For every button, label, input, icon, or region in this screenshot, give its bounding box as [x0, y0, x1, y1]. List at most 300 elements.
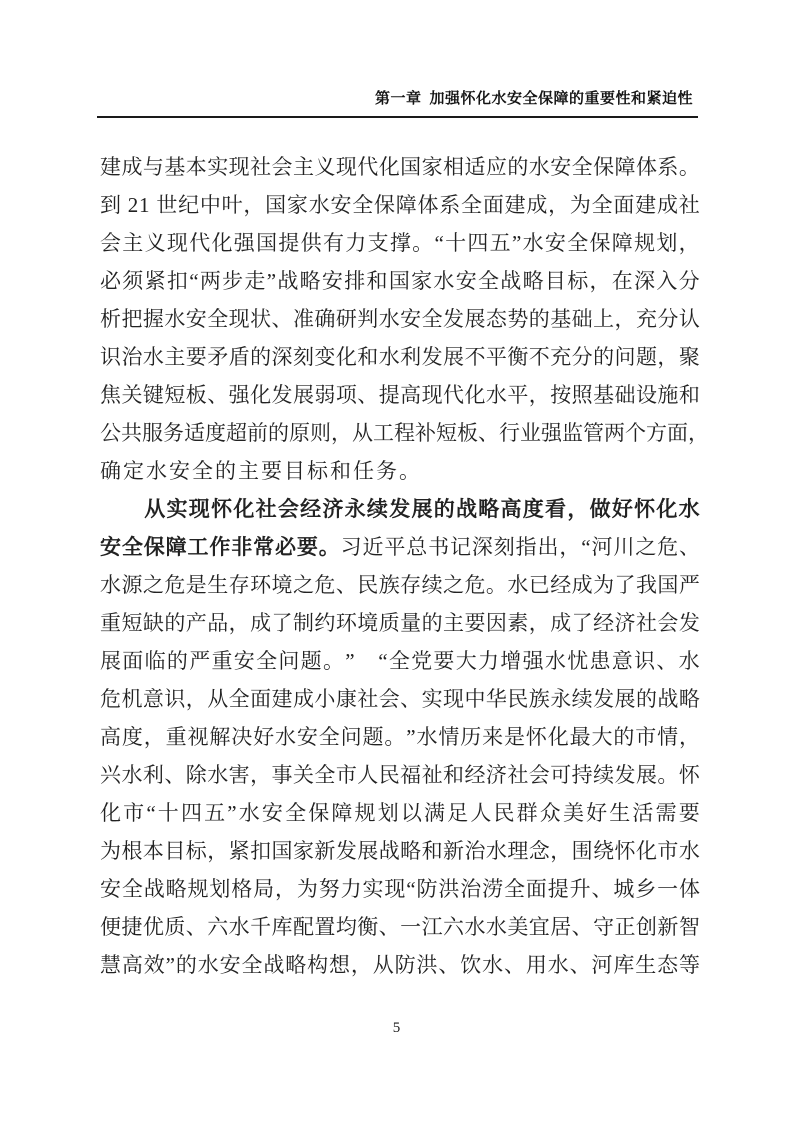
text-char: 现 — [228, 155, 250, 179]
text-char: 安 — [100, 535, 121, 559]
text-char: 务 — [376, 459, 399, 483]
text-char: 则 — [310, 421, 331, 445]
text-char: 、 — [357, 383, 379, 407]
text-char: 刻 — [493, 535, 515, 559]
text-char: 略 — [678, 687, 700, 711]
text-char: 标 — [307, 459, 330, 483]
text-char: 必 — [100, 269, 121, 293]
text-line — [100, 946, 700, 984]
page-number: 5 — [392, 1020, 401, 1036]
text-char: “ — [434, 231, 444, 255]
text-line — [100, 642, 700, 680]
text-char: 全 — [503, 877, 525, 901]
text-char: 和 — [357, 345, 379, 369]
text-char: 中 — [199, 193, 221, 217]
text-char: 全 — [461, 193, 483, 217]
text-char: 照 — [571, 383, 593, 407]
text-char: 置 — [314, 915, 336, 939]
text-char: 四 — [467, 231, 489, 255]
text-char: 水 — [678, 497, 700, 521]
text-char: 是 — [503, 725, 525, 749]
text-char: 决 — [231, 725, 253, 749]
text-char: ， — [331, 421, 352, 445]
text-char: 以 — [400, 801, 422, 825]
text-char: 全 — [478, 269, 499, 293]
text-line — [100, 870, 700, 908]
text-char: 认 — [678, 307, 700, 331]
text-char: 市 — [635, 725, 657, 749]
text-char: 体 — [678, 877, 700, 901]
text-char: 化 — [635, 839, 657, 863]
text-char: 兴 — [100, 763, 121, 787]
text-char: 保 — [143, 535, 165, 559]
text-char: 现 — [188, 497, 210, 521]
text-char: 国 — [271, 839, 293, 863]
text-char: 强 — [522, 649, 544, 673]
text-char: 关 — [292, 763, 314, 787]
text-char: ” — [511, 231, 522, 255]
text-char: 作 — [209, 535, 231, 559]
text-char: 创 — [635, 915, 657, 939]
text-char: 从 — [372, 953, 394, 977]
text-char: 补 — [415, 421, 436, 445]
text-char: 现 — [421, 383, 443, 407]
text-char: 发 — [443, 307, 464, 331]
text-char: ” — [165, 953, 175, 977]
text-char: 、 — [335, 573, 357, 597]
text-char: 与 — [142, 155, 164, 179]
text-char: 度 — [205, 421, 226, 445]
text-char: 的 — [635, 687, 657, 711]
text-char: 均 — [335, 915, 357, 939]
text-char: 为 — [296, 877, 318, 901]
text-char: 环 — [335, 611, 357, 635]
text-char: 平 — [384, 535, 406, 559]
text-char: 。 — [322, 649, 344, 673]
text-char: 情 — [657, 725, 679, 749]
text-char: 家 — [411, 269, 433, 293]
text-char: 安 — [550, 155, 572, 179]
text-char: 续 — [593, 763, 615, 787]
text-char: 全 — [241, 953, 263, 977]
text-char: 、 — [207, 383, 229, 407]
text-char: 境 — [357, 611, 379, 635]
text-line — [100, 224, 700, 262]
text-char: 定 — [123, 459, 146, 483]
text-char: 四 — [180, 801, 202, 825]
text-char: 全 — [121, 535, 143, 559]
text-char: 民 — [507, 687, 529, 711]
text-char: 衡 — [507, 345, 529, 369]
text-char: 两 — [199, 269, 221, 293]
text-char: 紧 — [228, 839, 250, 863]
text-char: 提 — [378, 383, 400, 407]
text-char: 生 — [207, 573, 229, 597]
text-char: 状 — [250, 307, 272, 331]
text-char: 治 — [464, 839, 486, 863]
text-char: 超 — [226, 421, 247, 445]
text-char: 永 — [344, 497, 366, 521]
text-char: ， — [207, 839, 229, 863]
text-char: 不 — [464, 345, 486, 369]
text-char: 标 — [567, 269, 589, 293]
text-char: 的 — [250, 345, 272, 369]
text-char: 充 — [635, 307, 657, 331]
text-char: 、 — [503, 953, 525, 977]
text-char: 。 — [318, 535, 340, 559]
text-char: 乡 — [635, 877, 657, 901]
text-char: 程 — [394, 421, 415, 445]
text-char: 济 — [322, 497, 344, 521]
text-char: 众 — [539, 801, 561, 825]
text-char: 变 — [314, 345, 336, 369]
text-char: 民 — [357, 573, 379, 597]
text-char: 化 — [211, 231, 233, 255]
text-char: 是 — [185, 573, 207, 597]
text-line — [100, 832, 700, 870]
text-char: 体 — [417, 193, 439, 217]
text-char: 。 — [485, 573, 507, 597]
text-char: 建 — [100, 155, 121, 179]
text-char: 、 — [400, 687, 422, 711]
text-char: 有 — [322, 231, 344, 255]
text-char: 现 — [228, 307, 250, 331]
text-char: 主 — [164, 345, 186, 369]
text-char: 代 — [357, 155, 379, 179]
text-char: “ — [378, 649, 388, 673]
text-char: 个 — [625, 421, 646, 445]
text-char: 涝 — [482, 877, 504, 901]
text-char: 发 — [421, 345, 443, 369]
text-char: 水 — [485, 915, 507, 939]
text-char: 市 — [123, 801, 145, 825]
text-char: 意 — [611, 649, 633, 673]
text-char: 好 — [586, 801, 608, 825]
text-char: 发 — [389, 497, 411, 521]
text-char: 障 — [395, 193, 417, 217]
text-char: 为 — [100, 839, 121, 863]
text-char: 川 — [613, 535, 635, 559]
text-char: 义 — [144, 231, 166, 255]
text-char: 握 — [142, 307, 164, 331]
text-char: 展 — [357, 839, 379, 863]
text-char: 系 — [439, 193, 461, 217]
text-char: 福 — [400, 763, 422, 787]
text-char: 好 — [253, 725, 275, 749]
text-char: 之 — [292, 573, 314, 597]
text-char: 水 — [547, 953, 569, 977]
text-char: 境 — [271, 573, 293, 597]
text-char: 根 — [121, 839, 143, 863]
text-char: 深 — [471, 535, 493, 559]
text-char: 存 — [228, 573, 250, 597]
text-char: 患 — [589, 649, 611, 673]
text-char: 建 — [635, 193, 657, 217]
text-char: 力 — [340, 877, 362, 901]
text-char: 为 — [593, 573, 615, 597]
text-char: 制 — [292, 611, 314, 635]
text-char: 面 — [250, 687, 272, 711]
text-char: 撑 — [389, 231, 411, 255]
text-char: 质 — [378, 611, 400, 635]
text-char: 、 — [656, 649, 678, 673]
text-char: 实 — [166, 497, 188, 521]
text-char: 会 — [657, 611, 679, 635]
text-char: 五 — [489, 231, 511, 255]
text-char: 主 — [238, 459, 261, 483]
body-text — [100, 148, 709, 984]
text-char: 的 — [528, 307, 550, 331]
text-char: 。 — [657, 763, 679, 787]
text-char: 江 — [421, 915, 443, 939]
text-char: 必 — [275, 535, 296, 559]
text-char: 面 — [525, 877, 547, 901]
text-char: 提 — [278, 231, 300, 255]
text-char: 民 — [493, 801, 515, 825]
text-char: 聚 — [678, 345, 700, 369]
text-char: ， — [567, 497, 589, 521]
text-char: 人 — [470, 801, 492, 825]
text-char: 态 — [485, 307, 507, 331]
text-line — [100, 794, 700, 832]
text-char: 实 — [362, 877, 384, 901]
text-char: 从 — [144, 497, 166, 521]
text-char: 全 — [314, 763, 336, 787]
text-char: 化 — [335, 345, 357, 369]
text-char: 非 — [231, 535, 253, 559]
text-char: 成 — [121, 155, 143, 179]
text-char: 治 — [460, 877, 482, 901]
text-char: 、 — [378, 915, 400, 939]
text-char: ， — [528, 383, 550, 407]
text-line — [100, 680, 700, 718]
text-char: 本 — [142, 839, 164, 863]
text-char: 家 — [286, 193, 308, 217]
text-char: 步 — [222, 269, 244, 293]
text-char: ， — [548, 193, 570, 217]
text-char: 国 — [256, 231, 278, 255]
text-char: 记 — [450, 535, 471, 559]
text-line — [100, 756, 700, 794]
text-char: 在 — [611, 269, 633, 293]
text-char: 题 — [300, 649, 322, 673]
text-char: 局 — [253, 877, 275, 901]
text-char: 永 — [550, 687, 572, 711]
text-char: 一 — [400, 915, 422, 939]
text-char: 全 — [591, 193, 613, 217]
text-char: 相 — [443, 155, 464, 179]
text-char: 效 — [143, 953, 165, 977]
text-char: 略 — [478, 497, 500, 521]
text-char: 发 — [614, 763, 636, 787]
text-char: 来 — [482, 725, 504, 749]
text-char: 实 — [421, 687, 443, 711]
text-char: 任 — [353, 459, 376, 483]
text-char: 走 — [244, 269, 266, 293]
text-char: 高 — [121, 953, 143, 977]
text-char: 社 — [250, 155, 272, 179]
text-line — [100, 376, 700, 414]
text-char: 建 — [504, 193, 526, 217]
text-char: 美 — [562, 801, 584, 825]
text-char: 焦 — [100, 383, 121, 407]
text-char: 基 — [550, 307, 572, 331]
text-char: 提 — [547, 877, 569, 901]
text-char: 安 — [400, 307, 422, 331]
text-char: 的 — [164, 611, 186, 635]
text-char: 现 — [384, 877, 406, 901]
text-char: 识 — [100, 345, 121, 369]
text-char: ， — [678, 725, 700, 749]
text-char: 确 — [100, 459, 123, 483]
text-char: 主 — [443, 611, 464, 635]
text-char: 家 — [292, 839, 314, 863]
text-char: 续 — [421, 573, 443, 597]
running-header — [375, 87, 693, 108]
text-char: 宜 — [528, 915, 550, 939]
text-char: 族 — [528, 687, 550, 711]
text-char: 洪 — [438, 877, 460, 901]
text-char: 了 — [271, 611, 293, 635]
text-char: 之 — [142, 573, 164, 597]
text-char: 公 — [100, 421, 121, 445]
text-char: 解 — [209, 725, 231, 749]
text-char: 保 — [593, 155, 615, 179]
text-line — [100, 148, 700, 186]
text-char: 国 — [400, 155, 422, 179]
text-char: 怀 — [614, 839, 636, 863]
text-char: 机 — [121, 687, 143, 711]
text-char: 安 — [544, 231, 566, 255]
text-char: 市 — [335, 763, 357, 787]
text-char: 安 — [455, 269, 477, 293]
text-char: 防 — [416, 877, 438, 901]
text-char: 、 — [164, 763, 186, 787]
text-char: 大 — [455, 649, 477, 673]
text-char: 扣 — [166, 269, 188, 293]
text-char: 全 — [121, 877, 143, 901]
text-char: 目 — [544, 269, 566, 293]
text-char: 危 — [464, 573, 486, 597]
text-char: 危 — [164, 573, 186, 597]
text-char: “ — [581, 535, 591, 559]
text-char: 之 — [635, 535, 657, 559]
text-char: 水 — [228, 915, 250, 939]
text-char: 总 — [406, 535, 428, 559]
text-char: 要 — [296, 535, 318, 559]
text-char: 工 — [373, 421, 394, 445]
text-char: 怀 — [634, 497, 656, 521]
text-char: 业 — [520, 421, 541, 445]
text-char: 管 — [583, 421, 604, 445]
text-char: 怀 — [525, 725, 547, 749]
text-char: 判 — [357, 307, 379, 331]
text-char: 保 — [589, 231, 611, 255]
text-char: 原 — [289, 421, 310, 445]
text-char: 适 — [184, 421, 205, 445]
text-char: 持 — [571, 763, 593, 787]
text-char: 分 — [571, 345, 593, 369]
text-char: 水 — [100, 573, 121, 597]
text-char: 要 — [464, 611, 486, 635]
text-char: 基 — [593, 383, 615, 407]
text-char: 准 — [292, 307, 314, 331]
text-char: 安 — [261, 801, 283, 825]
text-char: 河 — [591, 535, 613, 559]
text-char: 目 — [164, 839, 186, 863]
text-char: 深 — [271, 345, 293, 369]
text-char: 、 — [591, 877, 613, 901]
text-char: 生 — [609, 801, 631, 825]
text-char: 经 — [300, 497, 322, 521]
text-char: ” — [227, 801, 237, 825]
text-char: 群 — [516, 801, 538, 825]
text-char: 化 — [464, 383, 486, 407]
text-char: 绕 — [593, 839, 615, 863]
text-char: 短 — [164, 383, 186, 407]
text-char: 党 — [411, 649, 433, 673]
text-char: 发 — [335, 839, 357, 863]
text-char: 安 — [185, 307, 207, 331]
text-char: 面 — [122, 649, 144, 673]
text-char: 纪 — [178, 193, 200, 217]
text-char: 排 — [344, 269, 366, 293]
text-char: ， — [688, 421, 709, 445]
text-char: ， — [528, 611, 550, 635]
text-char: 共 — [121, 421, 142, 445]
text-char: 代 — [189, 231, 211, 255]
text-char: 严 — [678, 573, 700, 597]
text-char: 力 — [478, 649, 499, 673]
text-char: 量 — [400, 611, 422, 635]
text-char: 祉 — [421, 763, 443, 787]
text-char: 格 — [231, 877, 253, 901]
text-char: 短 — [121, 611, 143, 635]
text-char: 全 — [228, 687, 250, 711]
text-char: 城 — [613, 877, 635, 901]
text-char: 、 — [271, 307, 293, 331]
text-char: 事 — [271, 763, 293, 787]
text-char: 题 — [362, 725, 384, 749]
text-char: 现 — [166, 231, 188, 255]
text-char: 水 — [146, 459, 169, 483]
text-char: 意 — [142, 687, 164, 711]
text-char: 守 — [593, 915, 615, 939]
text-char: 水 — [544, 649, 566, 673]
text-char: 美 — [507, 915, 529, 939]
text-char: 支 — [367, 231, 389, 255]
text-char: 项 — [335, 383, 357, 407]
text-char: 现 — [335, 155, 357, 179]
text-char: 规 — [354, 801, 376, 825]
text-char: 略 — [165, 877, 187, 901]
text-char: 努 — [318, 877, 340, 901]
text-char: ， — [350, 953, 372, 977]
text-char: 化 — [100, 801, 121, 825]
text-char: 会 — [528, 763, 550, 787]
text-char: ， — [559, 535, 581, 559]
text-char: 库 — [613, 953, 635, 977]
text-char: 视 — [187, 725, 209, 749]
text-char: 怀 — [678, 763, 700, 787]
text-char: ， — [657, 345, 679, 369]
text-char: 已 — [528, 573, 550, 597]
text-char: 实 — [207, 155, 229, 179]
text-char: 想 — [328, 953, 350, 977]
text-char: 出 — [537, 535, 559, 559]
text-char: 重 — [211, 649, 233, 673]
text-char: 一 — [657, 877, 679, 901]
